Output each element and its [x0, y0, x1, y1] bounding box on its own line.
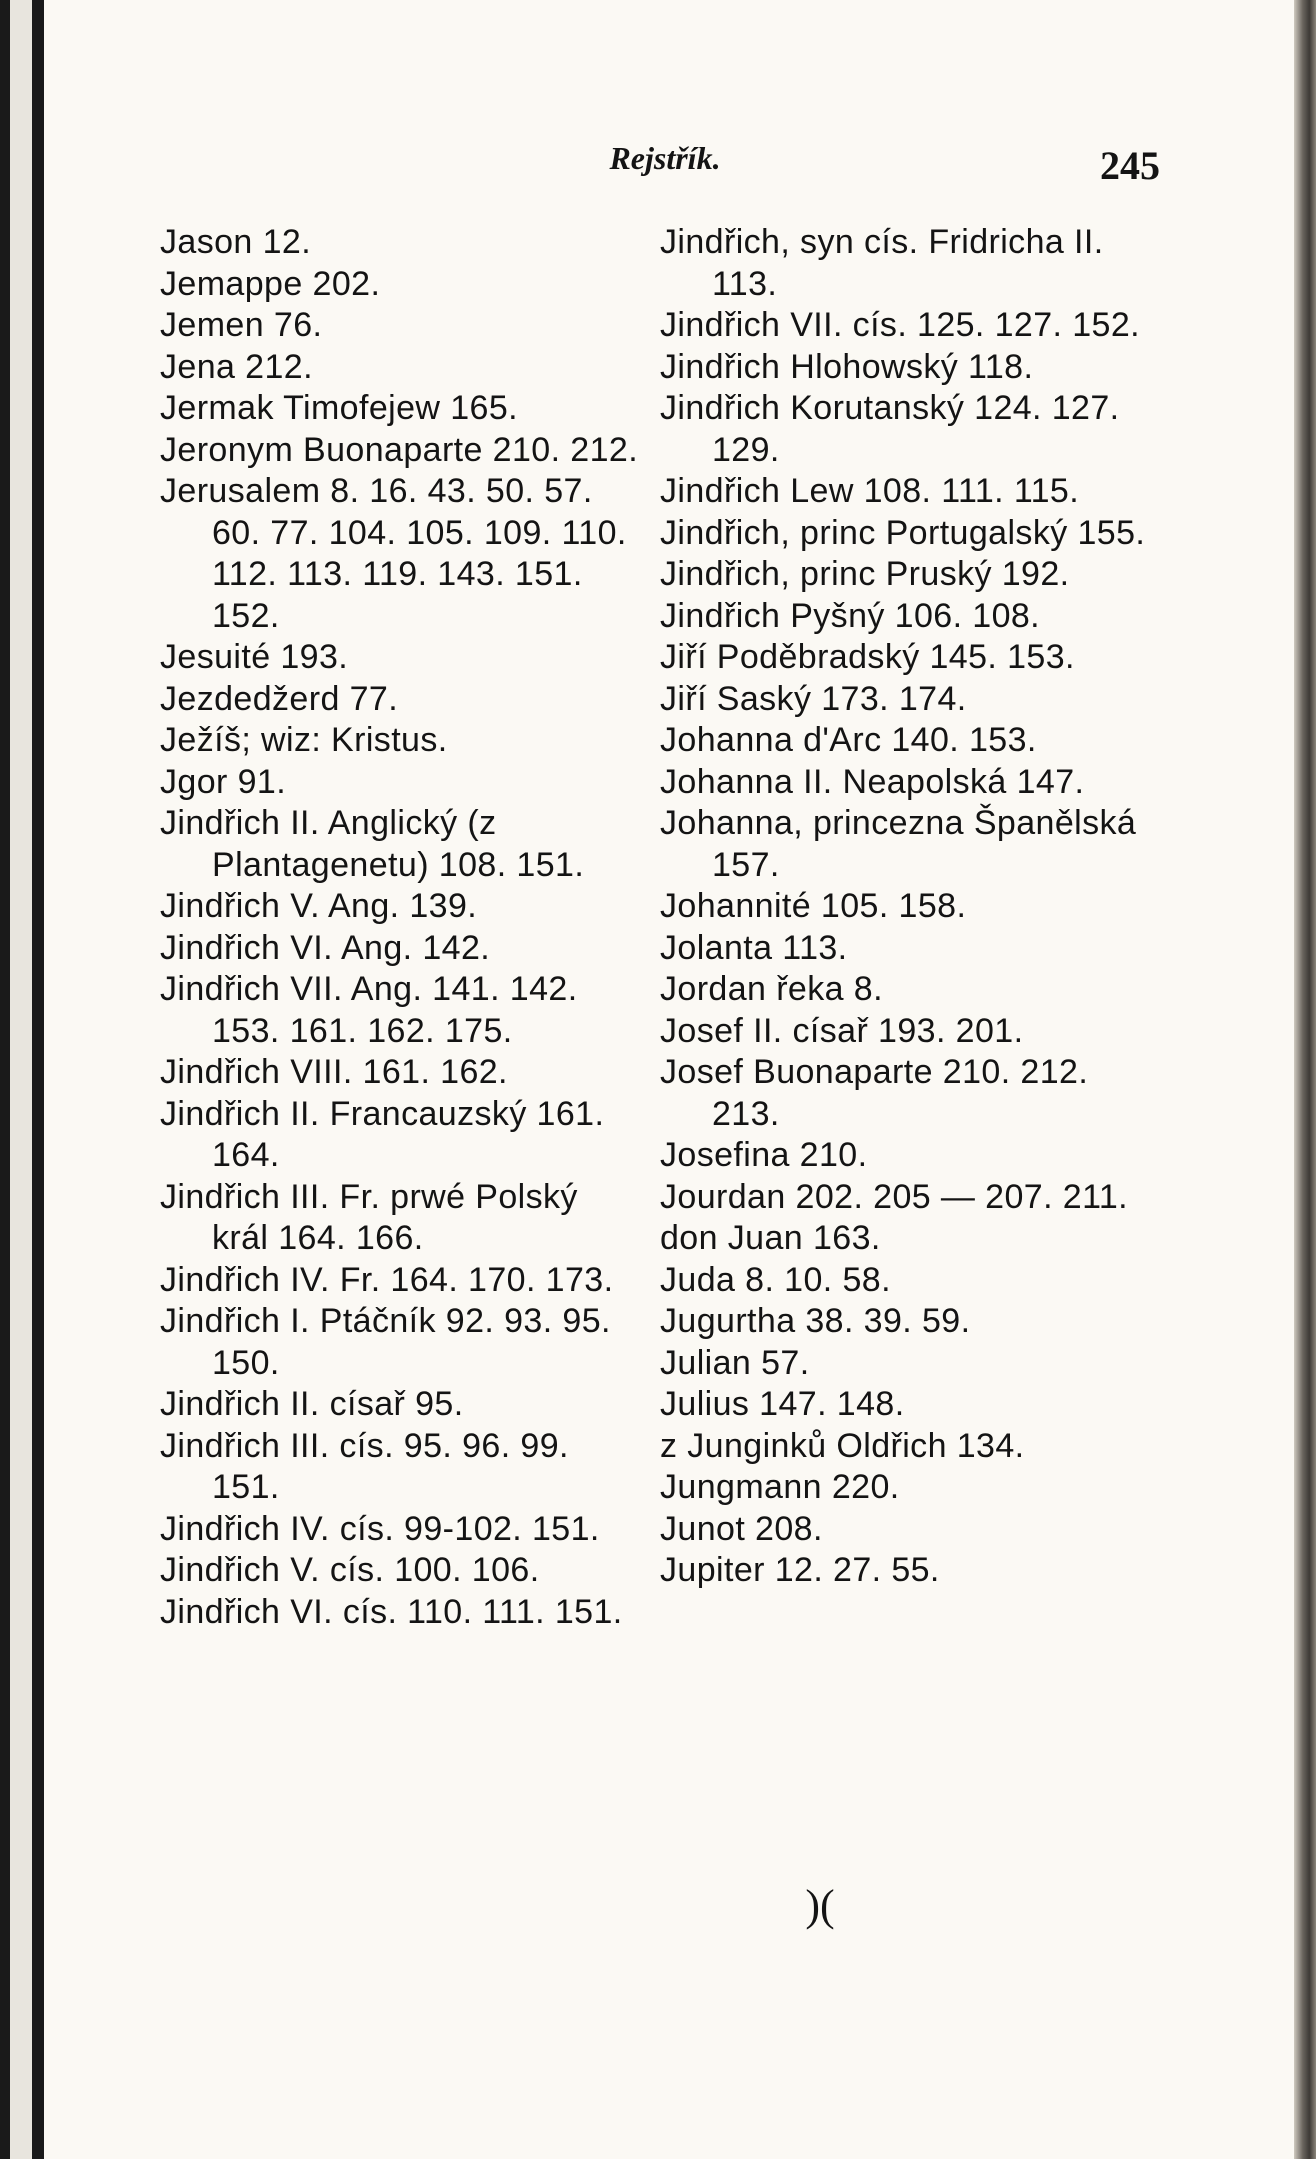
- index-entry: Jungmann 220.: [660, 1468, 900, 1506]
- index-entry: Johannité 105. 158.: [660, 887, 967, 925]
- index-entry: Johanna d'Arc 140. 153.: [660, 721, 1037, 759]
- index-entry: Julian 57.: [660, 1343, 810, 1382]
- index-entry: Jindřich IV. cís. 99-102. 151.: [160, 1509, 600, 1548]
- page-number: 245: [1100, 143, 1160, 188]
- index-entry: Jindřich VII. cís. 125. 127. 152.: [660, 306, 1141, 344]
- index-entry: Jindřich III. cís. 95. 96. 99. 151.: [160, 1426, 569, 1506]
- index-entry: Juda 8. 10. 58.: [660, 1260, 891, 1299]
- index-entry: Jindřich Hlohowský 118.: [660, 347, 1034, 386]
- index-column-right: [660, 222, 1160, 1592]
- index-entry: Jezdedžerd 77.: [160, 679, 399, 718]
- index-entry: Jindřich IV. Fr. 164. 170. 173.: [160, 1260, 614, 1299]
- index-entry: Jindřich, syn cís. Fridricha II. 113.: [660, 223, 1104, 303]
- scan-left-margin: [10, 0, 32, 2159]
- index-entry: Junot 208.: [660, 1509, 823, 1548]
- index-entry: don Juan 163.: [660, 1219, 881, 1257]
- index-entry: Jordan řeka 8.: [660, 970, 883, 1008]
- index-entry: Jeronym Buonaparte 210. 212.: [160, 430, 639, 469]
- index-entry: Jindřich VI. Ang. 142.: [160, 928, 491, 967]
- index-entry: Jindřich V. Ang. 139.: [160, 887, 478, 925]
- index-entry: Jindřich II. Francauzský 161. 164.: [160, 1094, 605, 1174]
- index-column-left: [160, 222, 640, 1633]
- index-entry: Jugurtha 38. 39. 59.: [660, 1302, 971, 1340]
- index-entry: Jgor 91.: [160, 762, 287, 801]
- index-entry: Jindřich Korutanský 124. 127. 129.: [660, 389, 1120, 469]
- index-entry: Jemappe 202.: [160, 264, 381, 303]
- index-entry: Jemen 76.: [160, 306, 323, 344]
- index-entry: z Junginků Oldřich 134.: [660, 1426, 1025, 1465]
- index-entry: Jason 12.: [160, 223, 312, 261]
- index-entry: Jindřich Lew 108. 111. 115.: [660, 472, 1080, 510]
- index-entry: Jindřich VIII. 161. 162.: [160, 1053, 508, 1091]
- index-entry: Josef II. císař 193. 201.: [660, 1011, 1024, 1050]
- index-entry: Jiří Saský 173. 174.: [660, 679, 967, 718]
- index-entry: Johanna II. Neapolská 147.: [660, 762, 1085, 801]
- index-entry: Jourdan 202. 205 — 207. 211.: [660, 1177, 1129, 1216]
- index-entry: Jindřich, princ Portugalský 155.: [660, 513, 1146, 552]
- index-entry: Jindřich I. Ptáčník 92. 93. 95. 150.: [160, 1302, 611, 1382]
- index-entry: Jindřich II. císař 95.: [160, 1385, 464, 1423]
- index-entry: Julius 147. 148.: [660, 1385, 905, 1423]
- scan-left-border: [0, 0, 44, 2159]
- index-entry: Jindřich V. cís. 100. 106.: [160, 1551, 540, 1589]
- index-entry: Josef Buonaparte 210. 212. 213.: [660, 1053, 1089, 1133]
- index-entry: Jiří Poděbradský 145. 153.: [660, 638, 1075, 676]
- index-entry: Jupiter 12. 27. 55.: [660, 1551, 940, 1589]
- page-edge-shadow: [1294, 0, 1316, 2159]
- index-entry: Jerusalem 8. 16. 43. 50. 57. 60. 77. 104. 105. 109. 110. 112. 113. 119. 143. 151. 152.: [160, 472, 627, 635]
- index-entry: Ježíš; wiz: Kristus.: [160, 721, 448, 759]
- index-entry: Jena 212.: [160, 347, 313, 386]
- index-entry: Jindřich VI. cís. 110. 111. 151.: [160, 1592, 623, 1631]
- index-entry: Jindřich, princ Pruský 192.: [660, 555, 1070, 593]
- end-ornament: )(: [805, 1881, 835, 1930]
- index-entry: Jindřich III. Fr. prwé Polský král 164. 166.: [160, 1177, 578, 1257]
- index-entry: Jindřich Pyšný 106. 108.: [660, 596, 1041, 635]
- index-entry: Johanna, princezna Španělská 157.: [660, 804, 1137, 884]
- index-entry: Jermak Timofejew 165.: [160, 389, 518, 427]
- running-title: Rejstřík.: [609, 140, 721, 176]
- index-entry: Josefina 210.: [660, 1136, 868, 1174]
- index-entry: Jindřich VII. Ang. 141. 142. 153. 161. 162. 175.: [160, 970, 578, 1050]
- index-entry: Jolanta 113.: [660, 928, 848, 967]
- index-entry: Jesuité 193.: [160, 638, 349, 676]
- index-entry: Jindřich II. Anglický (z Plantagenetu) 108. 151.: [160, 804, 585, 884]
